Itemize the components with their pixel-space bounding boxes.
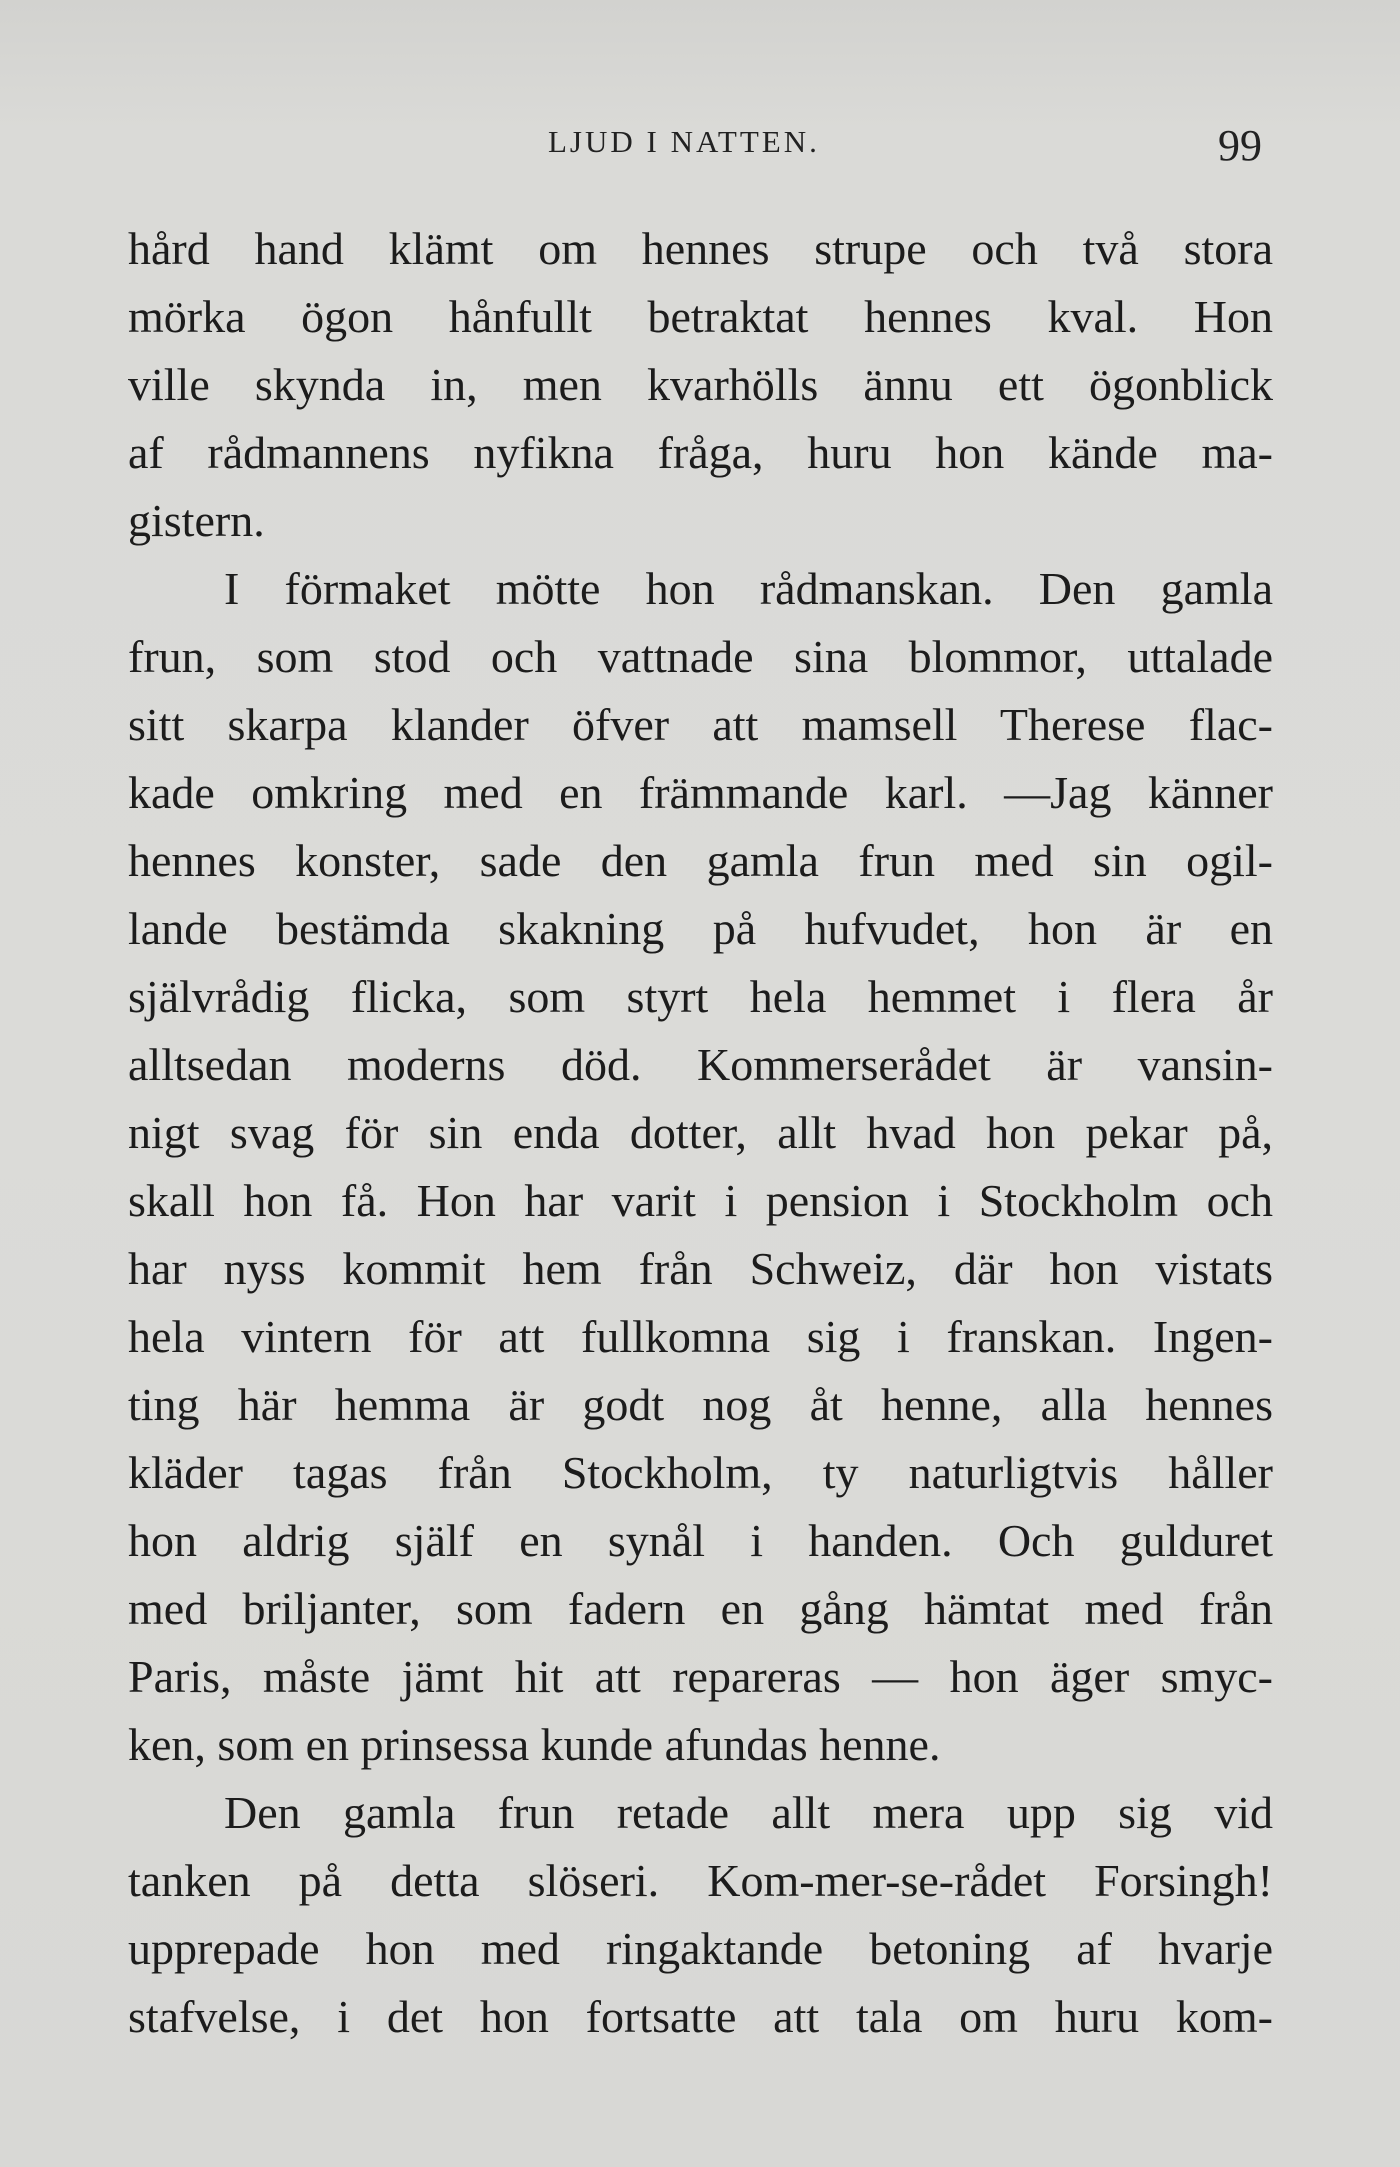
text-line: nigt svag för sin enda dotter, allt hvad hon pekar på, [128, 1107, 1273, 1158]
text-line: Paris, måste jämt hit att repareras — hon äger smyc- [128, 1651, 1273, 1702]
text-line: stafvelse, i det hon fortsatte att tala om huru kom- [128, 1991, 1273, 2042]
text-line: lande bestämda skakning på hufvudet, hon är en [128, 903, 1273, 954]
text-line: självrådig flicka, som styrt hela hemmet i flera år [128, 971, 1273, 1022]
text-line: kläder tagas från Stockholm, ty naturligtvis håller [128, 1447, 1273, 1498]
text-line: tanken på detta slöseri. Kom-mer-se-rådet Forsingh! [128, 1855, 1273, 1906]
text-line: hennes konster, sade den gamla frun med sin ogil- [128, 835, 1273, 886]
text-line: ting här hemma är godt nog åt henne, alla hennes [128, 1379, 1273, 1430]
text-line: ken, som en prinsessa kunde afundas henne. [128, 1719, 941, 1770]
paragraph-start-line: Den gamla frun retade allt mera upp sig vid [224, 1787, 1273, 1838]
text-line: mörka ögon hånfullt betraktat hennes kval. Hon [128, 291, 1273, 342]
text-line: alltsedan moderns död. Kommerserådet är vansin- [128, 1039, 1273, 1090]
running-title: LJUD I NATTEN. [548, 124, 820, 159]
body-text [128, 215, 1273, 2051]
running-head [0, 120, 1400, 180]
text-line: har nyss kommit hem från Schweiz, där hon vistats [128, 1243, 1273, 1294]
paragraph-start-line: I förmaket mötte hon rådmanskan. Den gamla [224, 563, 1273, 614]
text-line: frun, som stod och vattnade sina blommor, uttalade [128, 631, 1273, 682]
text-line: hela vintern för att fullkomna sig i franskan. Ingen- [128, 1311, 1273, 1362]
text-line: gistern. [128, 495, 265, 546]
text-line: hon aldrig själf en synål i handen. Och gulduret [128, 1515, 1273, 1566]
text-line: med briljanter, som fadern en gång hämtat med från [128, 1583, 1273, 1634]
text-line: kade omkring med en främmande karl. —Jag känner [128, 767, 1273, 818]
page-number: 99 [1218, 121, 1262, 170]
text-line: ville skynda in, men kvarhölls ännu ett ögonblick [128, 359, 1273, 410]
text-line: skall hon få. Hon har varit i pension i Stockholm och [128, 1175, 1273, 1226]
text-line: hård hand klämt om hennes strupe och två stora [128, 223, 1273, 274]
text-line: af rådmannens nyfikna fråga, huru hon kände ma- [128, 427, 1273, 478]
text-line: sitt skarpa klander öfver att mamsell Therese flac- [128, 699, 1273, 750]
text-line: upprepade hon med ringaktande betoning af hvarje [128, 1923, 1273, 1974]
